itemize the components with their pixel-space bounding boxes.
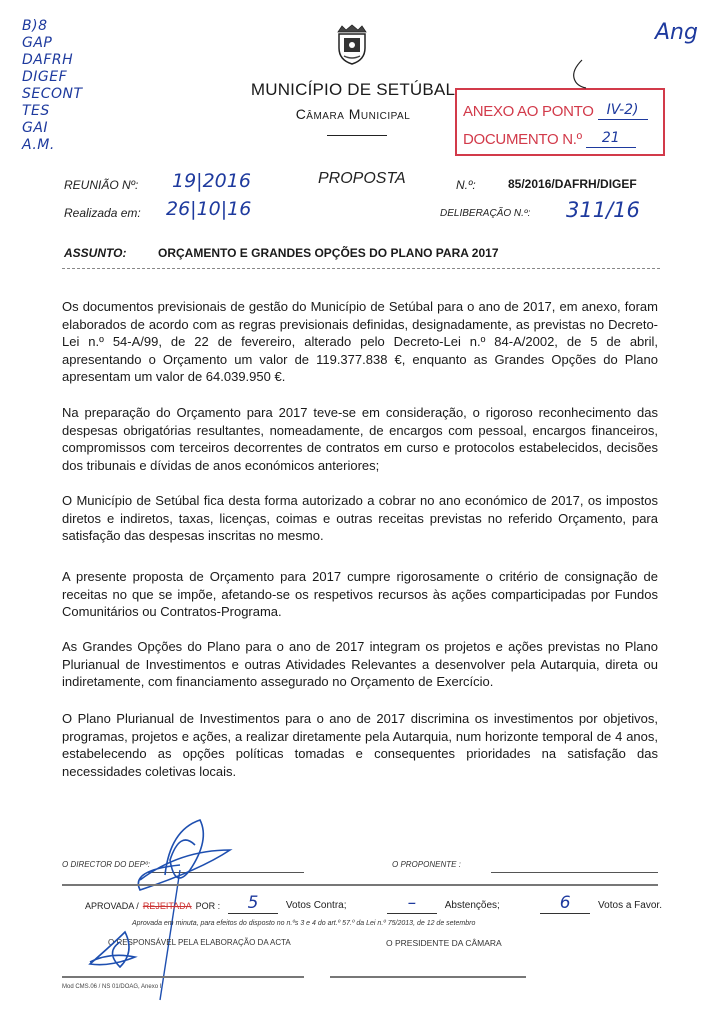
title-divider [327,135,387,136]
body-paragraph: O Plano Plurianual de Investimentos para o ano de 2017 discrimina os investimentos por objetivos, programas, projetos e ações, a realizar diretamente pela Autarquia, num horizonte temporal de 4 anos, estabelecendo as opções políticas tomadas e consequentes prioridades na satisfação das necessidades coletivas locais. [62,711,658,779]
handwritten-initials: Ang [655,20,698,45]
numero-value: 85/2016/DAFRH/DIGEF [508,177,637,191]
approval-note: Aprovada em minuta, para efeitos do disposto no n.ºs 3 e 4 do art.º 57.º da Lei n.º 75/2013, de 12 de setembro [132,920,476,927]
stamp-annex-value: IV-2) [598,101,648,120]
votes-separator [62,884,658,886]
responsavel-signature [80,922,150,982]
director-label: O DIRECTOR DO DEPº: [62,860,151,869]
reuniao-label: REUNIÃO Nº: [64,178,139,192]
proponente-signature-line [491,872,658,873]
favor-label: Votos a Favor. [598,900,662,911]
votes-row [62,892,662,914]
responsavel-label: O RESPONSÁVEL PELA ELABORAÇÃO DA ACTA [108,938,291,947]
form-reference: Mod CMS.06 / NS 01/DOAG, Anexo I [62,984,162,990]
subject-divider [62,268,660,269]
deliberacao-value: 311/16 [566,198,640,222]
routing-note: A.M. [22,137,55,153]
routing-note: TES [22,103,50,119]
subject-value: ORÇAMENTO E GRANDES OPÇÕES DO PLANO PARA 2017 [158,246,499,260]
realizada-label: Realizada em: [64,206,141,220]
approved-label: APROVADA / [84,901,139,911]
stamp-document-label: DOCUMENTO N.º [463,131,582,148]
routing-note: DIGEF [22,69,68,85]
stamp-document-value: 21 [586,129,636,148]
municipality-subtitle: Câmara Municipal [295,106,411,122]
body-paragraph: Os documentos previsionais de gestão do Município de Setúbal para o ano de 2017, em anexo, foram elaborados de acordo com as regras previsionais definidas, designadamente, as previstas no Decreto-Lei n.º 54-A/99, de 22 de fevereiro, alterado pelo Decreto-Lei n.º 84-A/2002, de 5 de abril, apresentando o Orçamento um valor de 119.377.838 €, enquanto as Grandes Opções do Plano apresentam um valor de 64.039.950 €. [62,299,658,384]
municipal-crest-icon [334,24,370,66]
stamp-annex-row [463,92,648,120]
routing-note: B)8 [22,18,48,34]
abstencoes-label: Abstenções; [444,900,500,911]
stamp-document-row [463,120,636,148]
municipality-title: MUNICÍPIO DE SETÚBAL [250,80,456,99]
annex-stamp [455,88,665,156]
contra-value: 5 [228,893,278,914]
routing-note: GAI [22,120,49,136]
subject-label: ASSUNTO: [64,246,127,260]
presidente-signature-line [330,976,526,978]
contra-label: Votos Contra; [285,900,347,911]
reuniao-value: 19|2016 [172,170,251,192]
deliberacao-label: DELIBERAÇÃO N.º: [440,208,531,219]
rejected-label: REJEITADA [142,901,192,911]
responsavel-signature-line [62,976,304,978]
body-paragraph: O Município de Setúbal fica desta forma autorizado a cobrar no ano económico de 2017, os impostos diretos e indiretos, taxas, licenças, coimas e outras receitas previstas no referido Orçamento, para satisfação das despesas inscritas no mesmo. [62,493,658,543]
routing-note: DAFRH [22,52,74,68]
body-paragraph: As Grandes Opções do Plano para o ano de 2017 integram os projetos e ações previstas no Plano Plurianual de Investimentos e outras Atividades Relevantes a desenvolver pela Autarquia, direta ou indiretamente, com financiamento assegurado no Orçamento de Exercício. [62,639,658,689]
proponente-label: O PROPONENTE : [392,860,461,869]
document-type: PROPOSTA [318,170,406,187]
body-paragraph: Na preparação do Orçamento para 2017 teve-se em consideração, o rigoroso reconhecimento das despesas obrigatórias resultantes, nomeadamente, de encargos com pessoal, encargos financeiros, compromissos com terceiros decorrentes de contratos em curso e protocolos estabelecidos, decisões dos tribunais e dívidas de anos económicos anteriores; [62,405,658,473]
routing-note: GAP [22,35,53,51]
body-paragraph: A presente proposta de Orçamento para 2017 cumpre rigorosamente o critério de consignação de receitas no que se impõe, afetando-se os respetivos recursos às ações comparticipadas por Fundos Comunitários ou Contratos-Programa. [62,569,658,619]
routing-note: SECONT [22,86,83,102]
routing-notes [22,18,83,154]
pen-stroke-mark [568,58,588,92]
abstencoes-value: – [387,893,437,914]
realizada-value: 26|10|16 [166,198,252,220]
presidente-label: O PRESIDENTE DA CÂMARA [386,938,502,948]
numero-label: N.º: [456,178,476,192]
por-label: POR : [195,901,221,911]
favor-value: 6 [540,893,590,914]
stamp-annex-label: ANEXO AO PONTO [463,103,594,120]
